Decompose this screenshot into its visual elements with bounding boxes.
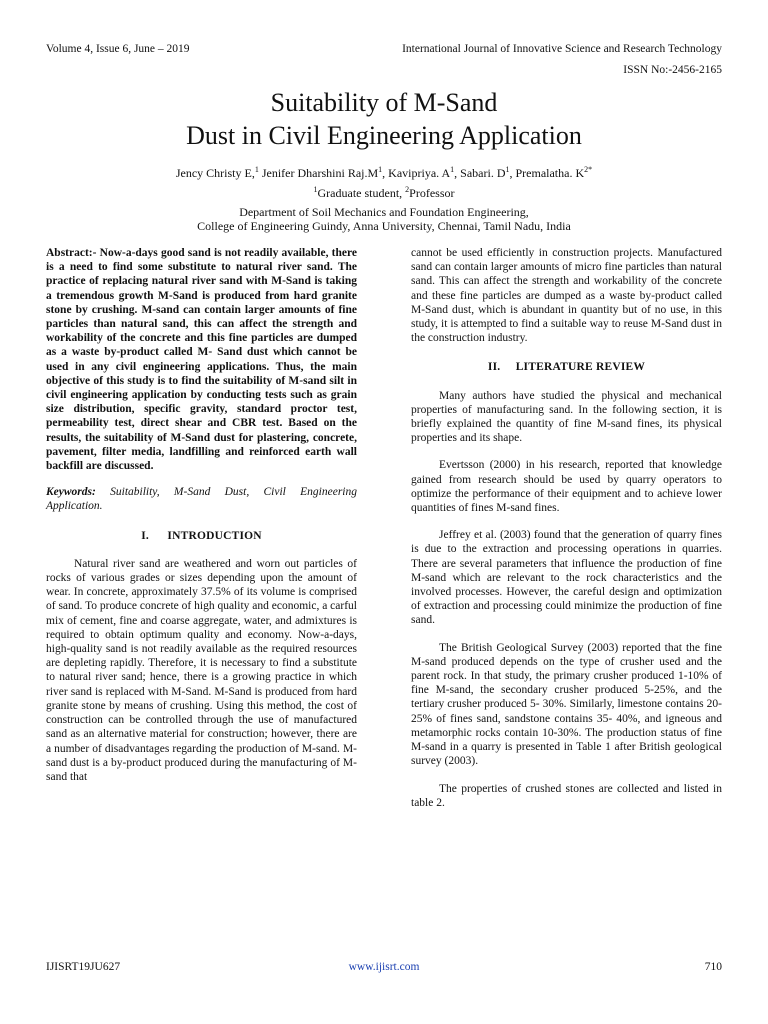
author-roles <box>0 186 768 201</box>
title-line-1: Suitability of M-Sand <box>270 88 498 117</box>
author-superscript: 1 <box>254 165 259 174</box>
issn: ISSN No:-2456-2165 <box>623 64 722 76</box>
college: College of Engineering Guindy, Anna University, Chennai, Tamil Nadu, India <box>197 219 571 233</box>
journal-url-link[interactable]: www.ijisrt.com <box>348 961 420 973</box>
author-list <box>0 166 768 181</box>
author-name: Jency Christy E, <box>175 166 255 180</box>
keywords-label: Keywords: <box>46 486 96 499</box>
literature-paragraph: The British Geological Survey (2003) reported that the fine M-sand produced depends on the type of crusher used and the parent rock. In that study, the primary crusher produced 1-10% of fine M-sand, the secondary crusher produced 5-25%, and the tertiary crusher produced 5- 30%. Similarly, limestone contains 20- 25% of fines sand, sandstone contains 35- 40%, and igneous and metamorphic rocks contain 10-30%. The production status of fine M-sand in a quarry is presented in Table 1 after British geological survey (2003). <box>411 641 722 768</box>
literature-paragraph: Many authors have studied the physical and mechanical properties of manufacturing sand. In the following section, it is briefly explained the quantity of fine M-sand fines, its physical properties and its shape. <box>411 389 722 445</box>
author-name: , Kavipriya. A <box>382 166 451 180</box>
author-name: Jenifer Dharshini Raj.M <box>258 166 379 180</box>
introduction-heading: I. INTRODUCTION <box>141 529 262 542</box>
abstract: Abstract:- Now-a-days good sand is not readily available, there is a need to find some substitute to natural river sand. The practice of replacing natural river sand with M-Sand is taking a tremendous growth M-Sand is produced from hard granite stone by crushing. M-sand can contain larger amounts of fine particles than natural sand, this can affect the strength and workability of the concrete and this fine particles are dumped as a waste by-product called M- Sand dust which cannot be used in any civil engineering applications. Thus, the main objective of this study is to find the suitability of M-sand silt in civil engineering application by conducting tests such as grain size distribution, specific gravity, standard proctor test, permeability test, direct shear and CBR test. Based on the results, the suitability of M-Sand dust for plastering, concrete, pavement, filter media, landfilling and reinforced earth wall backfill are discussed. <box>46 247 357 473</box>
title-line-2: Dust in Civil Engineering Application <box>186 121 582 150</box>
role-text: Professor <box>409 186 455 200</box>
literature-paragraph: Evertsson (2000) in his research, reported that knowledge gained from research should be used by quarry operators to optimize the performance of their equipment and to achieve lower quantities of fines M-sand fines. <box>411 459 722 515</box>
introduction-paragraph: Natural river sand are weathered and worn out particles of rocks of various grades or sizes depending upon the amount of wear. In concrete, approximately 37.5% of its volume is comprised of sand. To produce concrete of high quality and economic, a carful mix of cement, fine and coarse aggregate, water, and admixtures is required to obtain optimum quality and economy. Now-a-days, high-quality sand is not readily available as the required resources are depleting rapidly. Therefore, it is necessary to find a substitute to natural river sand; hence, there is a growing practice in which river sand is replaced with M-Sand. M-Sand is produced from hard granite stone by means of crushing. Using this method, the cost of construction can be controlled through the use of manufactured sand as an alternative material for construction; however, there are a number of disadvantages regarding the production of M-sand. M-sand dust is a by-product produced during the manufacturing of M-sand that <box>46 557 357 783</box>
keywords-text: Suitability, M-Sand Dust, Civil Engineering Application. <box>46 486 357 513</box>
paper-code: IJISRT19JU627 <box>46 961 121 973</box>
author-superscript: 1 <box>378 165 383 174</box>
keywords <box>46 485 357 513</box>
journal-name: International Journal of Innovative Science and Research Technology <box>402 43 722 55</box>
department: Department of Soil Mechanics and Foundation Engineering, <box>239 205 529 219</box>
role-superscript: 1 <box>313 185 318 194</box>
role-text: Graduate student, <box>317 186 406 200</box>
literature-review-heading: II. LITERATURE REVIEW <box>487 361 646 374</box>
role-superscript: 2 <box>405 185 410 194</box>
author-superscript: 1 <box>505 165 510 174</box>
intro-continuation: cannot be used efficiently in construction projects. Manufactured sand can contain larger amounts of micro fine particles than natural sand. This can affect the strength and workability of the concrete and these fine particles are dumped as a waste by-product called M-Sand dust, which is abundant in quantity but of no use, in this study, it is attempted to find a suitable way to reuse M-Sand dust in the construction industry. <box>411 247 722 345</box>
author-name: , Sabari. D <box>454 166 506 180</box>
author-name: , Premalatha. K <box>509 166 585 180</box>
literature-paragraph: Jeffrey et al. (2003) found that the generation of quarry fines is due to the extraction and processing operations in quarries. There are several parameters that influence the production of fine M-sand which are relevant to the rock characteristics and the involved processes. However, the careful design and optimization of extraction and processing could minimize the production of fine sand. <box>411 529 722 627</box>
page-number: 710 <box>704 961 722 973</box>
author-superscript: 1 <box>450 165 455 174</box>
paper-title <box>0 86 768 152</box>
left-column <box>46 246 357 784</box>
volume-issue: Volume 4, Issue 6, June – 2019 <box>46 43 190 55</box>
literature-paragraph: The properties of crushed stones are collected and listed in table 2. <box>411 782 722 809</box>
right-column <box>411 246 722 810</box>
author-superscript: 2* <box>584 165 593 174</box>
